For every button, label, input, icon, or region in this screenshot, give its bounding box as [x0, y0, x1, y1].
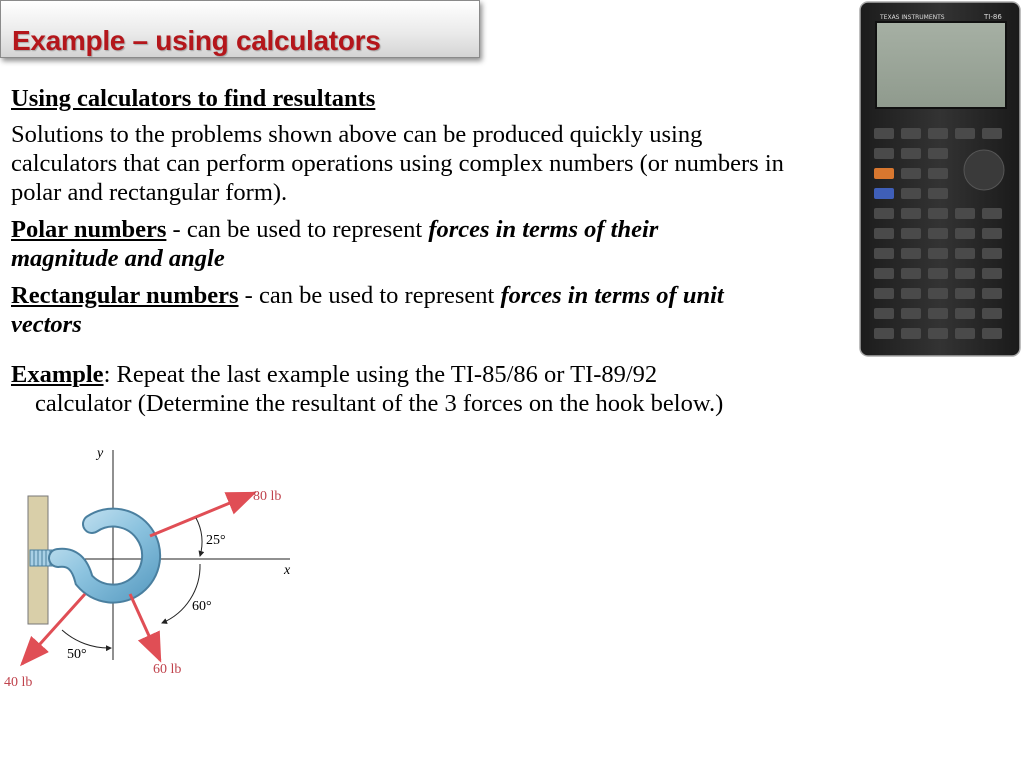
calc-key — [982, 288, 1002, 299]
calc-key — [901, 128, 921, 139]
calc-key — [928, 148, 948, 159]
rectangular-numbers-item — [11, 281, 751, 339]
y-axis-label: y — [97, 446, 104, 461]
calc-key — [928, 248, 948, 259]
ti86-calculator-image — [858, 0, 1024, 358]
example-line2: calculator (Determine the resultant of the 3 forces on the hook below.) — [35, 390, 724, 417]
calc-model: TI-86 — [984, 13, 1002, 21]
calc-dpad — [964, 150, 1004, 190]
angle-50-label: 50° — [67, 647, 87, 662]
calc-key — [901, 288, 921, 299]
polar-middle: - can be used to represent — [166, 216, 429, 243]
calc-key — [982, 208, 1002, 219]
calc-key — [874, 268, 894, 279]
calc-key — [928, 268, 948, 279]
calc-key — [874, 188, 894, 199]
slide-title: Example – using calculators — [12, 25, 381, 56]
calc-key — [874, 248, 894, 259]
example-colon: : — [103, 361, 111, 388]
calc-key — [982, 328, 1002, 339]
calc-key — [901, 268, 921, 279]
calc-key — [874, 288, 894, 299]
calc-key — [955, 208, 975, 219]
calc-key — [874, 128, 894, 139]
calc-key — [901, 168, 921, 179]
heading-text: Using calculators to find resultants — [11, 85, 376, 112]
calc-key — [982, 128, 1002, 139]
calc-key — [955, 328, 975, 339]
calc-key — [874, 148, 894, 159]
rectangular-emphasis: forces in terms of unit vectors — [11, 282, 724, 338]
section-heading — [11, 84, 375, 113]
example-label: Example — [11, 361, 104, 388]
calc-key — [874, 168, 894, 179]
calc-key — [901, 208, 921, 219]
calc-key — [955, 308, 975, 319]
calc-key — [901, 188, 921, 199]
polar-term: Polar numbers — [11, 216, 167, 243]
angle-60-label: 60° — [192, 599, 212, 614]
angle-50-arc — [62, 630, 111, 648]
hook — [58, 518, 151, 594]
calc-key — [928, 288, 948, 299]
polar-numbers-item — [11, 215, 771, 273]
calc-key — [901, 328, 921, 339]
calc-key — [874, 308, 894, 319]
force-60-arrow — [130, 594, 160, 660]
calc-key — [955, 288, 975, 299]
angle-25-arc — [196, 518, 202, 556]
calc-key — [928, 308, 948, 319]
rectangular-middle: - can be used to represent — [238, 282, 501, 309]
force-80-arrow — [150, 493, 254, 536]
calc-key — [901, 248, 921, 259]
force-40-label: 40 lb — [4, 675, 33, 690]
calc-key — [982, 308, 1002, 319]
hook-force-diagram — [0, 440, 310, 695]
polar-emphasis: forces in terms of their magnitude and angle — [11, 216, 659, 272]
calc-key — [982, 268, 1002, 279]
calc-key — [928, 128, 948, 139]
angle-25-label: 25° — [206, 533, 226, 548]
calc-key — [874, 208, 894, 219]
calc-key — [874, 228, 894, 239]
calc-brand: TEXAS INSTRUMENTS — [880, 14, 945, 21]
calc-key — [928, 328, 948, 339]
x-axis-label: x — [284, 563, 291, 578]
calc-key — [955, 228, 975, 239]
calc-key — [874, 328, 894, 339]
calc-key — [928, 208, 948, 219]
calc-key — [955, 248, 975, 259]
calc-key — [901, 308, 921, 319]
angle-60-arc — [162, 564, 200, 623]
force-80-label: 80 lb — [253, 489, 282, 504]
example-paragraph — [11, 360, 911, 418]
calc-key — [955, 128, 975, 139]
calc-key — [982, 248, 1002, 259]
title-box — [0, 0, 480, 58]
calc-key — [901, 148, 921, 159]
calc-key — [901, 228, 921, 239]
force-60-label: 60 lb — [153, 662, 182, 677]
example-line1: Repeat the last example using the TI-85/86 or TI-89/92 — [110, 361, 658, 388]
calc-key — [928, 228, 948, 239]
rectangular-term: Rectangular numbers — [11, 282, 239, 309]
calc-key — [928, 188, 948, 199]
intro-paragraph: Solutions to the problems shown above can be produced quickly using calculators that can perform operations using complex numbers (or numbers in polar and rectangular form). — [11, 121, 784, 206]
calc-key — [982, 228, 1002, 239]
calc-key — [928, 168, 948, 179]
calc-key — [955, 268, 975, 279]
